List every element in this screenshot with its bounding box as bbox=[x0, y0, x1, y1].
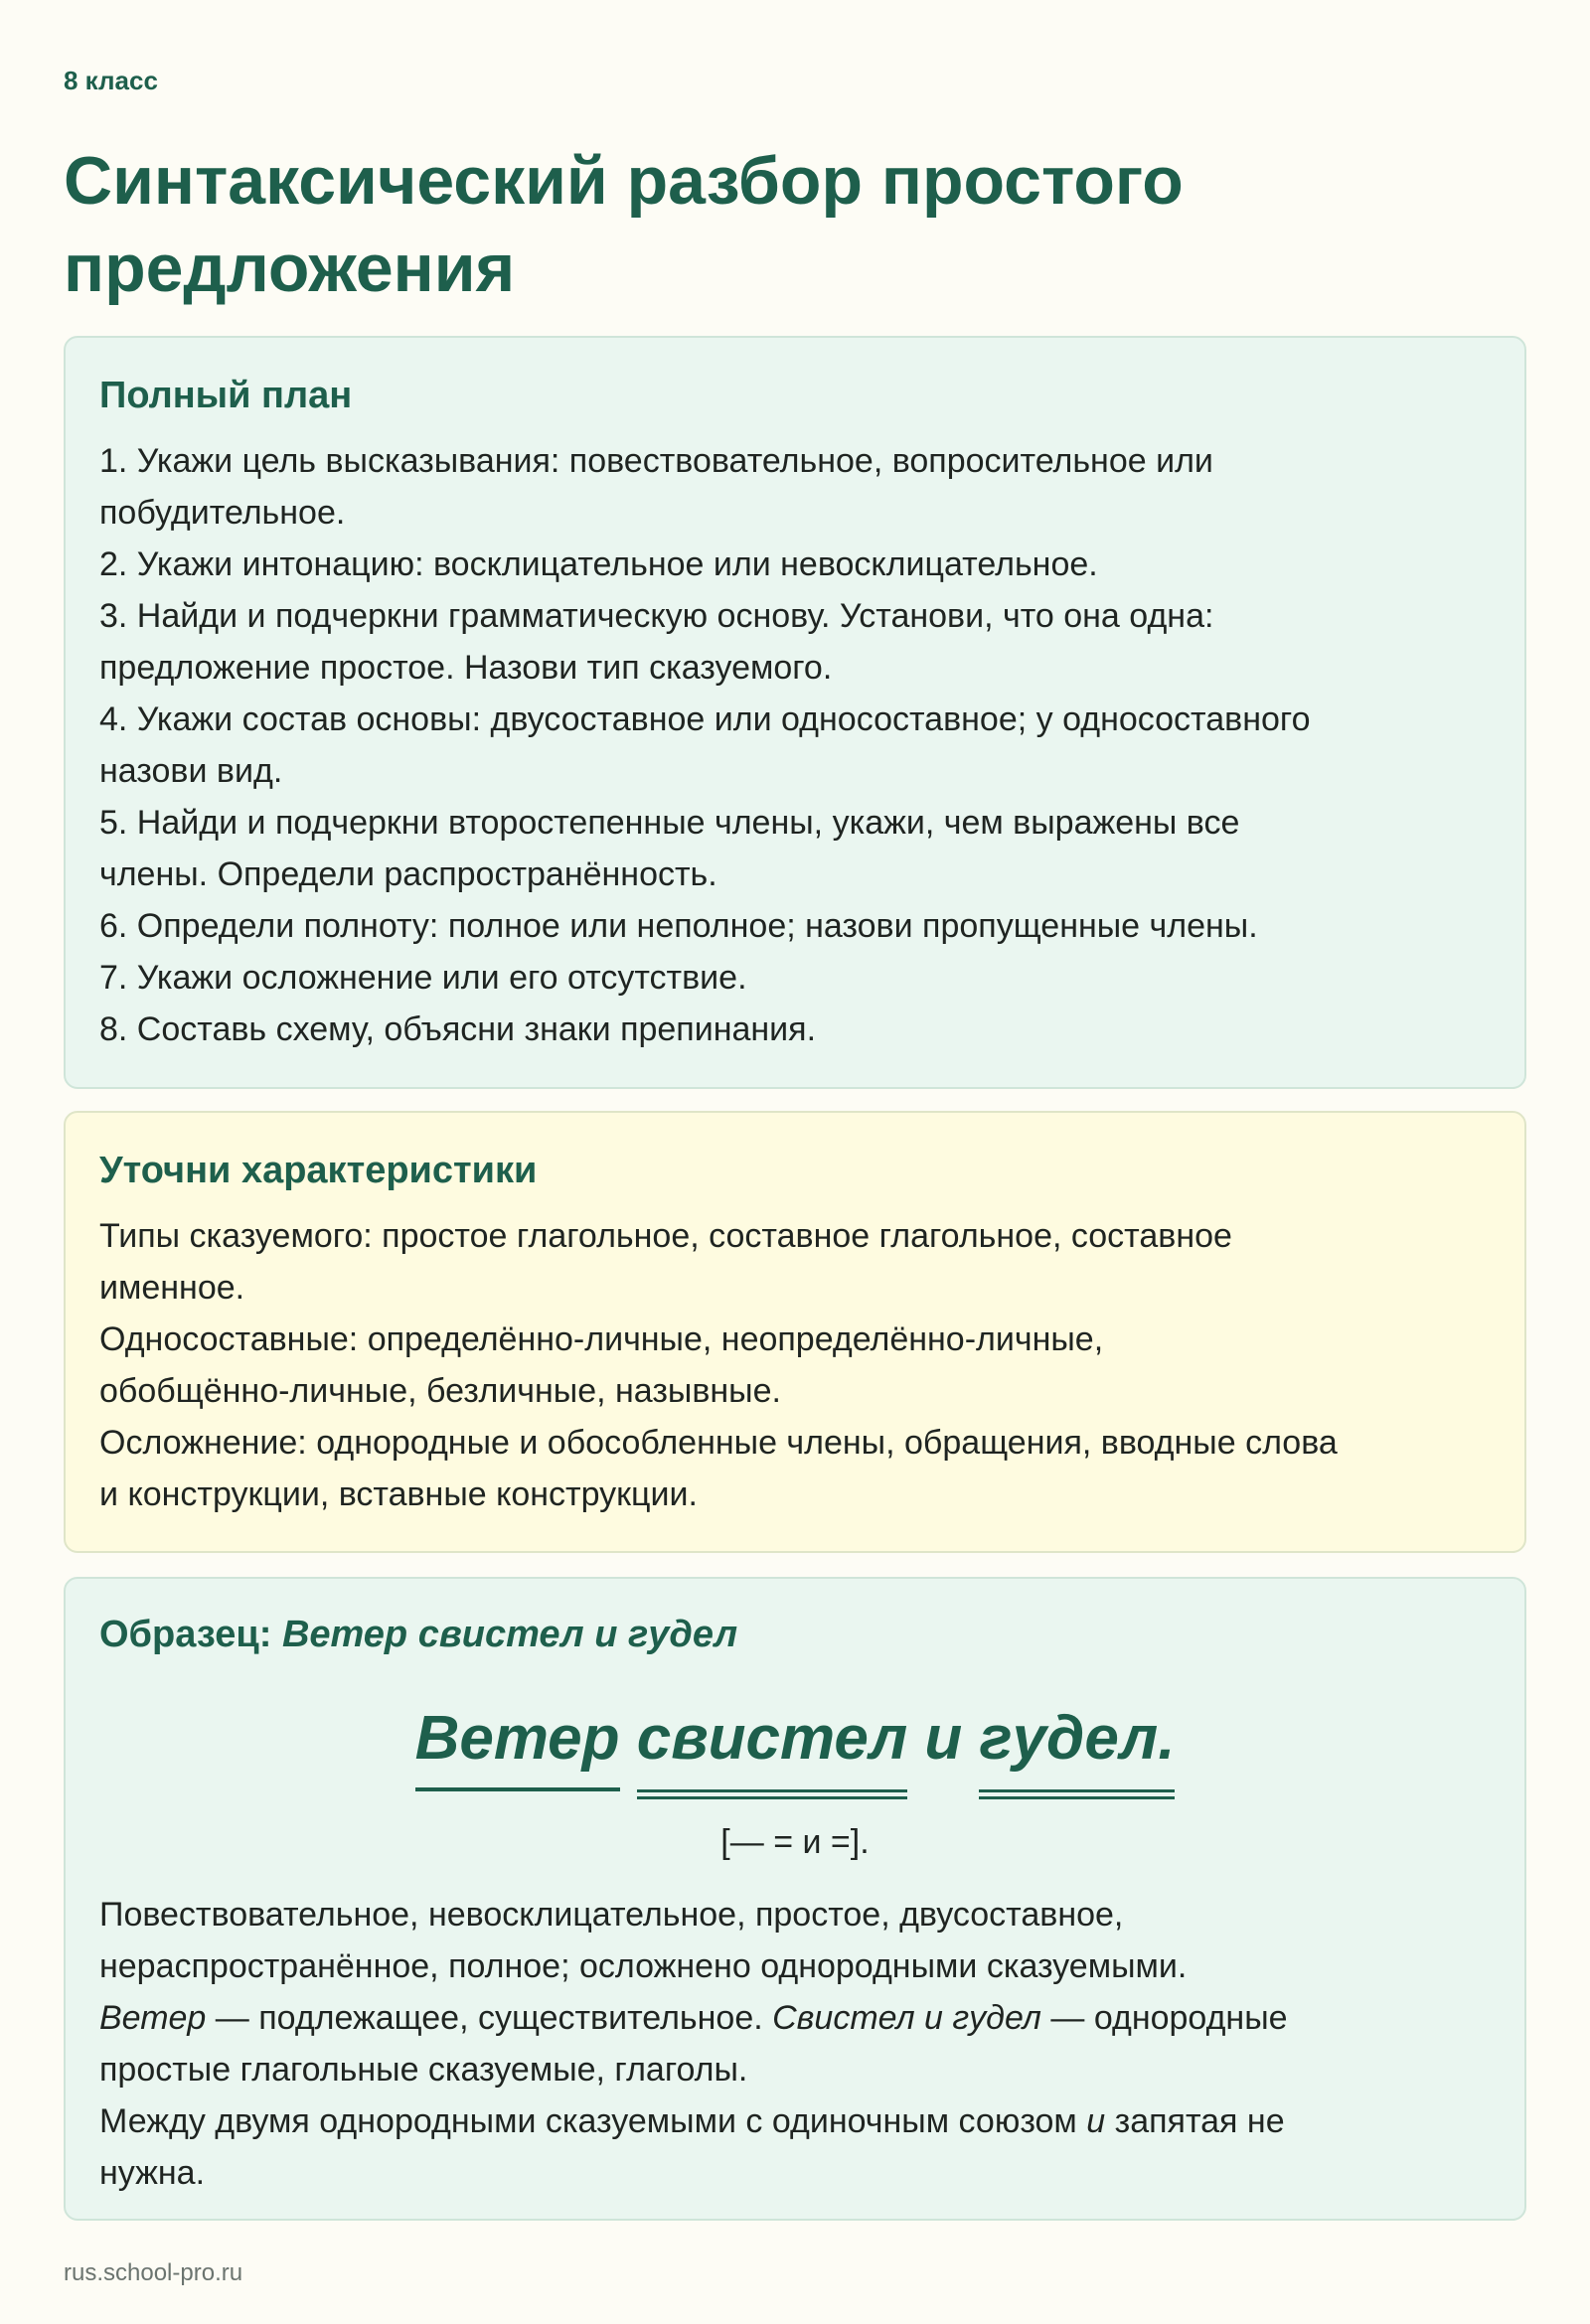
plan-line: 1. Укажи цель высказывания: повествовательное, вопросительное или bbox=[99, 442, 1213, 480]
sample-card bbox=[64, 1577, 1526, 2221]
specs-title: Уточни характеристики bbox=[99, 1150, 538, 1191]
specs-line: Односоставные: определённо-личные, неопределённо-личные, bbox=[99, 1320, 1104, 1358]
plan-list bbox=[99, 435, 1491, 1055]
plan-line: 5. Найди и подчеркни второстепенные члены, укажи, чем выражены все bbox=[99, 804, 1240, 842]
specs-line: Осложнение: однородные и обособленные члены, обращения, вводные слова bbox=[99, 1424, 1338, 1462]
sample-label: Образец: bbox=[99, 1614, 272, 1655]
analysis-line bbox=[99, 1992, 1491, 2044]
plan-card bbox=[64, 336, 1526, 1089]
specs-card bbox=[64, 1111, 1526, 1553]
plan-line: назови вид. bbox=[99, 752, 283, 790]
italic-word: и bbox=[1086, 2102, 1106, 2140]
plan-line: 7. Укажи осложнение или его отсутствие. bbox=[99, 959, 747, 997]
specs-line: Типы сказуемого: простое глагольное, составное глагольное, составное bbox=[99, 1217, 1232, 1255]
specs-line: обобщённо-личные, безличные, назывные. bbox=[99, 1372, 781, 1410]
site-footer: rus.school-pro.ru bbox=[64, 2259, 243, 2286]
analysis-text: — однородные bbox=[1040, 1999, 1288, 2037]
title-line-1: Синтаксический разбор простого bbox=[64, 143, 1184, 219]
title-line-2: предложения bbox=[64, 231, 516, 306]
plan-line: 6. Определи полноту: полное или неполное; назови пропущенные члены. bbox=[99, 907, 1258, 945]
predicate-2-text: гудел bbox=[979, 1704, 1159, 1773]
plan-line: побудительное. bbox=[99, 494, 346, 532]
analysis-line: нужна. bbox=[99, 2154, 206, 2192]
subject-word: Ветер bbox=[415, 1694, 620, 1791]
analysis-line bbox=[99, 2095, 1491, 2147]
grade-label: 8 класс bbox=[64, 66, 158, 95]
analysis-text: Между двумя однородными сказуемыми с одиночным союзом bbox=[99, 2102, 1087, 2140]
plan-line: члены. Определи распространённость. bbox=[99, 855, 717, 893]
plan-line: 4. Укажи состав основы: двусоставное или односоставное; у односоставного bbox=[99, 700, 1311, 738]
parsed-sentence bbox=[99, 1694, 1491, 1799]
specs-list bbox=[99, 1210, 1491, 1520]
analysis-text: запятая не bbox=[1105, 2102, 1285, 2140]
sample-sentence: Ветер свистел и гудел bbox=[281, 1614, 738, 1655]
analysis-line: простые глагольные сказуемые, глаголы. bbox=[99, 2051, 748, 2089]
plan-line: 2. Укажи интонацию: восклицательное или невосклицательное. bbox=[99, 545, 1098, 583]
plan-line: 8. Составь схему, объясни знаки препинания. bbox=[99, 1010, 817, 1048]
italic-word: Свистел и гудел bbox=[772, 1999, 1041, 2037]
predicate-word-2 bbox=[979, 1694, 1175, 1799]
plan-line: 3. Найди и подчеркни грамматическую основу. Установи, что она одна: bbox=[99, 597, 1214, 635]
plan-title: Полный план bbox=[99, 375, 353, 416]
sentence-period: . bbox=[1158, 1704, 1176, 1773]
specs-line: и конструкции, вставные конструкции. bbox=[99, 1475, 698, 1513]
sentence-scheme: [— = и =]. bbox=[720, 1823, 870, 1861]
plan-line: предложение простое. Назови тип сказуемого. bbox=[99, 649, 833, 687]
analysis-line: нераспространённое, полное; осложнено однородными сказуемыми. bbox=[99, 1947, 1188, 1985]
analysis-text: — подлежащее, существительное. bbox=[206, 1999, 773, 2037]
sample-analysis bbox=[99, 1889, 1491, 2199]
analysis-line: Повествовательное, невосклицательное, простое, двусоставное, bbox=[99, 1896, 1124, 1934]
page-title bbox=[64, 137, 1514, 312]
sample-title bbox=[99, 1611, 1491, 1658]
conjunction-word: и bbox=[924, 1704, 963, 1773]
predicate-word-1: свистел bbox=[637, 1694, 907, 1799]
specs-line: именное. bbox=[99, 1269, 245, 1307]
italic-word: Ветер bbox=[99, 1999, 207, 2037]
